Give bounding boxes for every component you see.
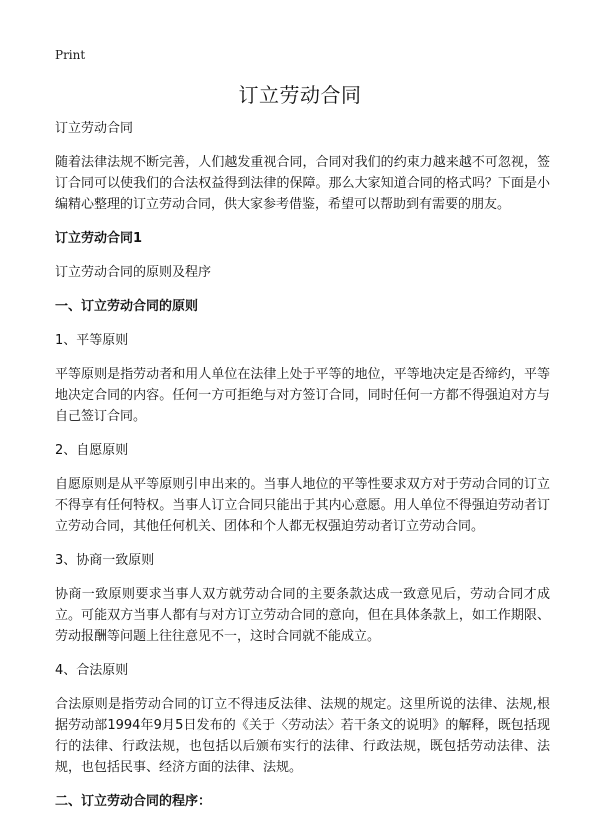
principle1-text: 平等原则是指劳动者和用人单位在法律上处于平等的地位，平等地决定是否缔约，平等地决定合同的内容。任何一方可拒绝与对方签订合同，同时任何一方都不得强迫对方与自己签订合同。 — [55, 367, 550, 424]
principle4-title: 4、合法原则 — [55, 663, 129, 678]
principle2-text: 自愿原则是从平等原则引申出来的。当事人地位的平等性要求双方对于劳动合同的订立不得享有任何特权。当事人订立合同只能出于其内心意愿。用人单位不得强迫劳动者订立劳动合同，其他任何机关、团体和个人都无权强迫劳动者订立劳动合同。 — [55, 477, 550, 534]
intro-label: 订立劳动合同 — [55, 121, 134, 136]
print-label: Print — [55, 48, 86, 62]
intro-paragraph: 随着法律法规不断完善，人们越发重视合同，合同对我们的约束力越来越不可忽视，签订合同可以使我们的合法权益得到法律的保障。那么大家知道合同的格式吗？下面是小编精心整理的订立劳动合同，供大家参考借鉴，希望可以帮助到有需要的朋友。 — [55, 155, 550, 212]
part2-heading: 二、订立劳动合同的程序： — [55, 794, 212, 809]
part1-heading: 一、订立劳动合同的原则 — [55, 299, 199, 314]
principle2-title: 2、自愿原则 — [55, 443, 129, 458]
principle3-text: 协商一致原则要求当事人双方就劳动合同的主要条款达成一致意见后，劳动合同才成立。可能双方当事人都有与对方订立劳动合同的意向，但在具体条款上，如工作期限、劳动报酬等问题上往往意见不一，这时合同就不能成立。 — [55, 587, 550, 644]
document-body — [55, 118, 550, 825]
principle1-title: 1、平等原则 — [55, 333, 129, 348]
principle4-text: 合法原则是指劳动合同的订立不得违反法律、法规的规定。这里所说的法律、法规,根据劳动部1994年9月5日发布的《关于〈劳动法〉若干条文的说明》的解释，既包括现行的法律、行政法规，也包括以后颁布实行的法律、行政法规，既包括劳动法律、法规，也包括民事、经济方面的法律、法规。 — [55, 697, 550, 775]
principle3-title: 3、协商一致原则 — [55, 553, 155, 568]
page-title: 订立劳动合同 — [238, 83, 362, 107]
section-subtitle: 订立劳动合同的原则及程序 — [55, 265, 212, 280]
section-title: 订立劳动合同1 — [55, 231, 143, 246]
